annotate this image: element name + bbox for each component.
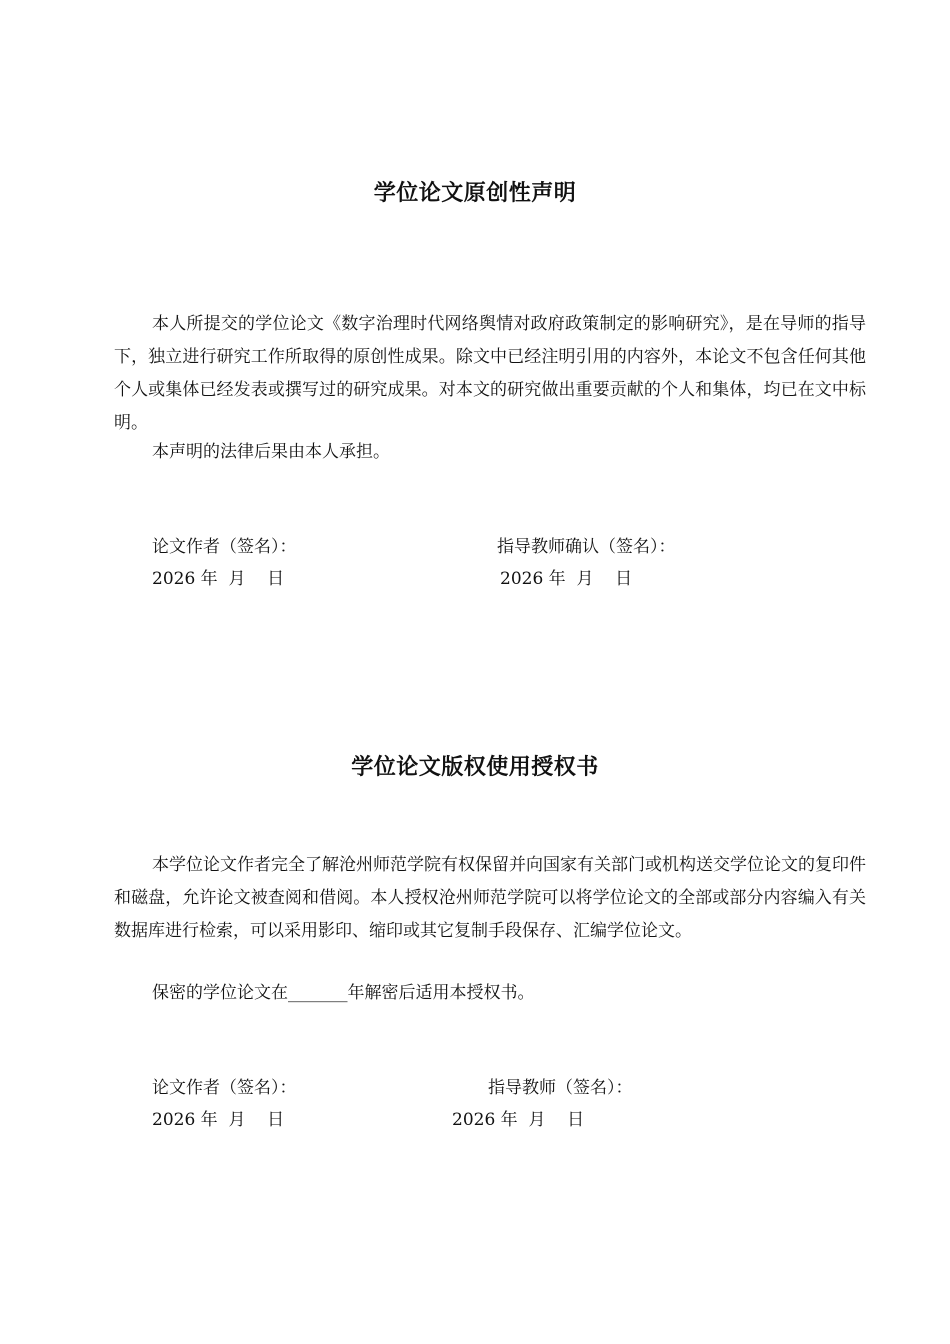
declaration-advisor-signature-label: 指导教师确认（签名）： — [497, 537, 676, 557]
authorization-author-date: 2026 年 月 日 — [152, 1110, 285, 1130]
authorization-advisor-signature-label: 指导教师（签名）： — [488, 1078, 633, 1098]
declaration-legal-statement: 本声明的法律后果由本人承担。 — [152, 442, 390, 462]
authorization-confidentiality-statement: 保密的学位论文在_______年解密后适用本授权书。 — [152, 983, 535, 1003]
declaration-author-date: 2026 年 月 日 — [152, 569, 285, 589]
declaration-advisor-date: 2026 年 月 日 — [500, 569, 633, 589]
declaration-title: 学位论文原创性声明 — [373, 181, 577, 206]
declaration-paragraph: 本人所提交的学位论文《数字治理时代网络舆情对政府政策制定的影响研究》，是在导师的指导下，独立进行研究工作所取得的原创性成果。除文中已经注明引用的内容外，本论文不包含任何其他个人或集体已经发表或撰写过的研究成果。对本文的研究做出重要贡献的个人和集体，均已在文中标明。 — [114, 314, 866, 433]
authorization-author-signature-label: 论文作者（签名）： — [152, 1078, 297, 1098]
authorization-paragraph: 本学位论文作者完全了解沧州师范学院有权保留并向国家有关部门或机构送交学位论文的复印件和磁盘，允许论文被查阅和借阅。本人授权沧州师范学院可以将学位论文的全部或部分内容编入有关数据库进行检索，可以采用影印、缩印或其它复制手段保存、汇编学位论文。 — [114, 855, 866, 941]
authorization-advisor-date: 2026 年 月 日 — [452, 1110, 585, 1130]
declaration-author-signature-label: 论文作者（签名）： — [152, 537, 297, 557]
authorization-title: 学位论文版权使用授权书 — [351, 755, 599, 780]
